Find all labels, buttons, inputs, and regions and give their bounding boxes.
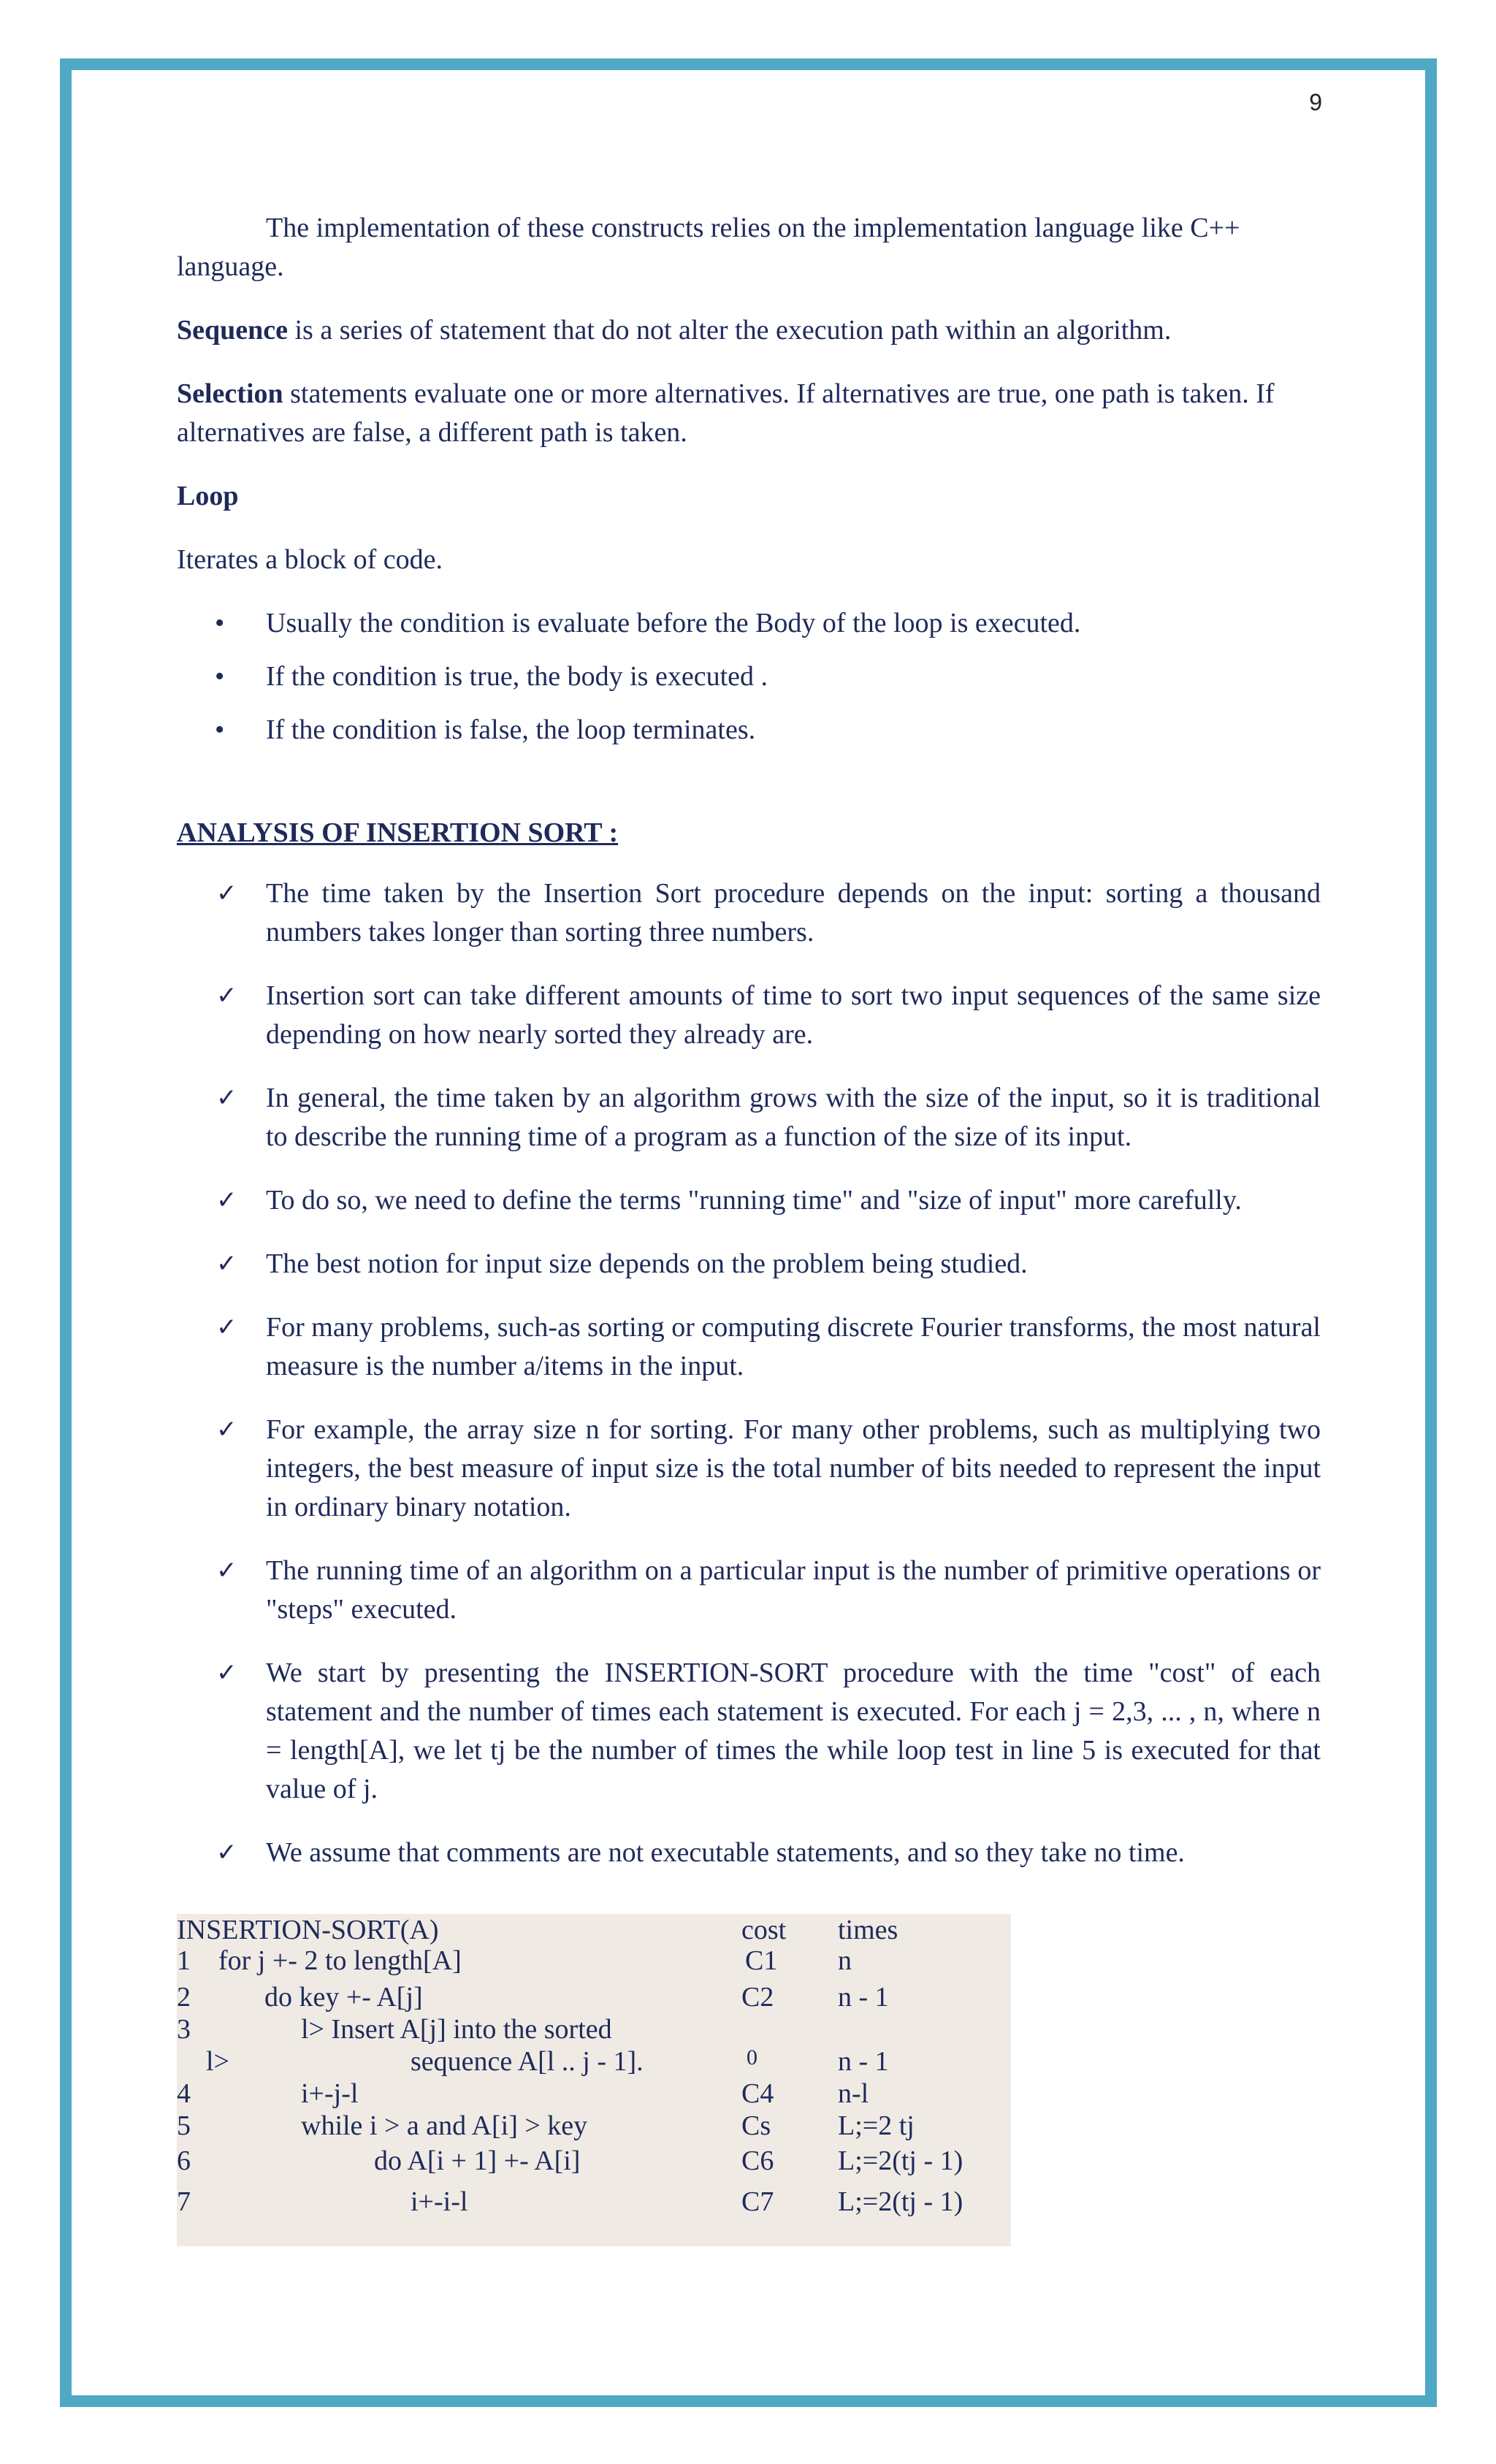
selection-text: statements evaluate one or more alternatives. If alternatives are true, one path is taken. If alternatives are false, a different path is taken. [177, 378, 1275, 448]
checkmark-icon: ✓ [216, 1556, 237, 1585]
checkmark-icon: ✓ [216, 1415, 237, 1444]
page-number: 9 [1309, 89, 1322, 115]
sequence-paragraph [177, 311, 1321, 350]
list-item: ✓ The time taken by the Insertion Sort procedure depends on the input: sorting a thousand numbers takes longer than sorting three numbers. [177, 874, 1321, 952]
insertion-sort-code-table [177, 1914, 1011, 2246]
bullet-icon: • [215, 608, 225, 638]
table-row: 3 l> Insert A[j] into the sorted [177, 2014, 612, 2045]
list-item: ✓ For many problems, such-as sorting or computing discrete Fourier transforms, the most natural measure is the number a/items in the input. [177, 1308, 1321, 1386]
table-row: 2 do key +- A[j] C2 n - 1 [177, 1982, 889, 2013]
intro-paragraph: The implementation of these constructs relies on the implementation language like C++ language. [177, 213, 1240, 282]
list-item: ✓ The best notion for input size depends on the problem being studied. [177, 1245, 1321, 1284]
checkmark-icon: ✓ [216, 1658, 237, 1687]
table-row: 5 while i > a and A[i] > key Cs L;=2 tj [177, 2110, 915, 2141]
bullet-icon: • [215, 714, 225, 745]
list-item: ✓ Insertion sort can take different amounts of time to sort two input sequences of the same size depending on how nearly sorted they already are. [177, 977, 1321, 1054]
list-item: • If the condition is false, the loop terminates. [177, 711, 1321, 750]
checkmark-icon: ✓ [216, 879, 237, 908]
sequence-term: Sequence [177, 315, 288, 346]
table-row: 7 i+-i-l C7 L;=2(tj - 1) [177, 2186, 963, 2217]
list-item: ✓ The running time of an algorithm on a particular input is the number of primitive operations or "steps" executed. [177, 1552, 1321, 1629]
analysis-check-list [177, 874, 1321, 1872]
list-item: ✓ For example, the array size n for sorting. For many other problems, such as multiplying two integers, the best measure of input size is the total number of bits needed to represent the input in ordinary binary notation. [177, 1411, 1321, 1527]
document-body [177, 209, 1321, 1897]
list-item: ✓ We assume that comments are not executable statements, and so they take no time. [177, 1834, 1321, 1872]
table-row: 4 i+-j-l C4 n-l [177, 2078, 869, 2109]
loop-text: Iterates a block of code. [177, 544, 443, 575]
list-item: • Usually the condition is evaluate before the Body of the loop is executed. [177, 604, 1321, 643]
analysis-title: ANALYSIS OF INSERTION SORT : [177, 817, 619, 848]
selection-paragraph [177, 375, 1321, 452]
list-item: ✓ To do so, we need to define the terms "running time" and "size of input" more carefully. [177, 1181, 1321, 1220]
loop-bullet-list [177, 604, 1321, 750]
list-item: ✓ We start by presenting the INSERTION-SORT procedure with the time "cost" of each statement and the number of times each statement is executed. For each j = 2,3, ... , n, where n = length[A], we let tj be the number of times the while loop test in line 5 is executed for that value of j. [177, 1654, 1321, 1809]
list-item: ✓ In general, the time taken by an algorithm grows with the size of the input, so it is traditional to describe the running time of a program as a function of the size of its input. [177, 1079, 1321, 1156]
loop-heading: Loop [177, 481, 239, 511]
checkmark-icon: ✓ [216, 1313, 237, 1342]
checkmark-icon: ✓ [216, 1186, 237, 1215]
checkmark-icon: ✓ [216, 1838, 237, 1867]
bullet-icon: • [215, 661, 225, 692]
table-row: INSERTION-SORT(A) cost times [177, 1915, 898, 1945]
table-row: 6 do A[i + 1] +- A[i] C6 L;=2(tj - 1) [177, 2145, 963, 2176]
checkmark-icon: ✓ [216, 981, 237, 1010]
checkmark-icon: ✓ [216, 1249, 237, 1278]
table-row: 1 for j +- 2 to length[A] C1 n [177, 1945, 852, 1976]
sequence-text: is a series of statement that do not alter the execution path within an algorithm. [288, 315, 1172, 346]
table-row: l> sequence A[l .. j - 1]. 0 n - 1 [206, 2045, 889, 2077]
checkmark-icon: ✓ [216, 1083, 237, 1113]
list-item: • If the condition is true, the body is executed . [177, 657, 1321, 696]
selection-term: Selection [177, 378, 283, 409]
